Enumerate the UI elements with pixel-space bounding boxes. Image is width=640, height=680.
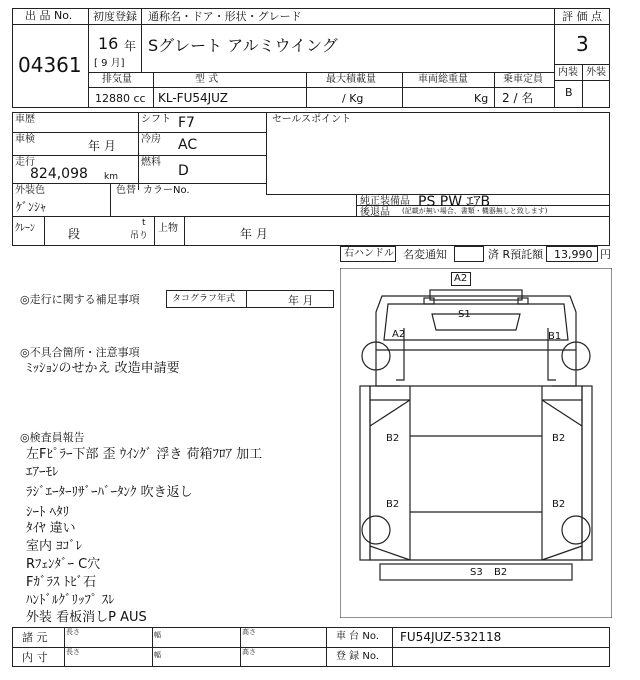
- height-label-2: 高さ: [242, 648, 256, 656]
- mileage: 824,098: [30, 166, 88, 182]
- capacity-label: 乗車定員: [503, 74, 543, 85]
- sales-point-label: セールスポイント: [272, 114, 352, 125]
- mark-front-area: S1: [458, 309, 471, 320]
- max-load: / Kg: [342, 92, 364, 105]
- mark-left-mid: B2: [386, 433, 400, 444]
- std-equip: PS PW ｴｱB: [418, 194, 491, 210]
- fuel-label: 燃料: [141, 157, 161, 168]
- chassis-label: 車 台 No.: [336, 631, 379, 642]
- width-label-2: 幅: [154, 651, 161, 659]
- inspector-line: ｼｰﾄ ﾍﾀﾘ: [26, 505, 70, 520]
- length-label-2: 長さ: [66, 648, 80, 656]
- color-code-label: カラーNo.: [143, 185, 190, 196]
- displacement: 12880 cc: [95, 92, 146, 105]
- mark-front-top: A2: [454, 273, 468, 284]
- rhd: 右ハンドル: [344, 248, 394, 259]
- exterior-label: 外装: [586, 67, 606, 78]
- driving-title: ◎走行に関する補足事項: [20, 293, 140, 306]
- car-name: Sグレート アルミウイング: [148, 36, 338, 55]
- interior-label: 内装: [558, 67, 578, 78]
- inspector-title: ◎検査員報告: [20, 431, 85, 444]
- inspector-line: ﾗｼﾞｴｰﾀｰﾘｻﾞｰﾊﾞｰﾀﾝｸ 吹き返し: [26, 485, 193, 500]
- crane-ton: t: [142, 218, 146, 228]
- aftermarket-label: 後退品: [360, 207, 390, 218]
- truck-diagram: [340, 268, 612, 618]
- crane-stage: 段: [68, 227, 81, 241]
- upper-label: 上物: [158, 223, 178, 234]
- inspector-line: ﾊﾝﾄﾞﾙｸﾞﾘｯﾌﾟ ｽﾚ: [26, 593, 115, 608]
- first-reg-label: 初度登録: [93, 10, 137, 23]
- ext-color: ｹﾞﾝｼｬ: [16, 200, 47, 214]
- capacity: 2 / 名: [502, 91, 534, 105]
- reg-year: 16: [98, 34, 119, 53]
- model-label: 型 式: [195, 74, 219, 85]
- inspector-line: Fｶﾞﾗｽ ﾄﾋﾞ石: [26, 575, 97, 590]
- mark-left-rear: B2: [386, 499, 400, 510]
- lot-label: 出 品 No.: [25, 9, 73, 22]
- crane-label: ｸﾚｰﾝ: [15, 223, 35, 234]
- name-change-box: [454, 246, 484, 262]
- total-weight: Kg: [474, 92, 489, 105]
- year-unit: 年: [124, 39, 137, 53]
- recycle: 済 R預託額: [488, 248, 544, 261]
- height-label: 高さ: [242, 628, 256, 636]
- std-equip-label: 純正装備品: [360, 196, 410, 207]
- car-name-label: 通称名・ドア・形状・グレード: [148, 10, 302, 23]
- upper: 年 月: [240, 227, 268, 241]
- inspector-line: 室内 ﾖｺﾞﾚ: [26, 539, 83, 554]
- color-no-label: 色替: [116, 185, 136, 196]
- mark-right-front: B1: [548, 331, 562, 342]
- interior-score: B: [565, 86, 573, 99]
- mileage-unit: km: [104, 172, 118, 182]
- fuel: D: [178, 163, 189, 179]
- score-label: 評 価 点: [562, 10, 602, 23]
- ext-color-label: 外装色: [15, 185, 45, 196]
- length-label: 長さ: [66, 628, 80, 636]
- mark-left-front: A2: [392, 329, 406, 340]
- name-change: 名変通知: [403, 248, 447, 261]
- inspector-line: 外装 看板消しP AUS: [26, 610, 147, 625]
- inspector-line: Rﾌｪﾝﾀﾞｰ C穴: [26, 557, 101, 572]
- displacement-label: 排気量: [102, 74, 132, 85]
- shift-label: シフト: [141, 114, 171, 125]
- lot-number: 04361: [18, 53, 82, 77]
- aircon: AC: [178, 137, 198, 153]
- inspection-label: 車検: [15, 134, 35, 145]
- inspection: 年 月: [88, 139, 116, 153]
- aftermarket-note: (記載が無い場合、書類・機器無しと致します): [402, 207, 548, 215]
- score: 3: [576, 32, 589, 56]
- reg-month: [ 9 月]: [94, 58, 125, 69]
- inspector-line: ｴｱｰﾓﾚ: [26, 465, 59, 480]
- width-label: 幅: [154, 631, 161, 639]
- mark-right-mid: B2: [552, 433, 566, 444]
- tacho-label: タコグラフ年式: [172, 294, 236, 304]
- crane-hang: 吊り: [130, 231, 149, 241]
- reg-no-label: 登 録 No.: [336, 651, 379, 662]
- inspector-line: ﾀｲﾔ 違い: [26, 521, 76, 536]
- defect-text: ﾐｯｼｮﾝのせかえ 改造申請要: [26, 361, 180, 376]
- mark-rear-s: S3: [470, 567, 483, 578]
- yen: 円: [600, 248, 611, 261]
- aircon-label: 冷房: [141, 134, 161, 145]
- inspector-line: 左Fﾋﾟﾗｰ下部 歪 ｳｲﾝｸﾞ 浮き 荷箱ﾌﾛｱ 加工: [26, 447, 263, 462]
- defect-title: ◎不具合箇所・注意事項: [20, 346, 140, 359]
- max-load-label: 最大積載量: [326, 74, 376, 85]
- shift: F7: [178, 115, 195, 131]
- total-weight-label: 車両総重量: [418, 74, 468, 85]
- mileage-label: 走行: [15, 157, 35, 168]
- model: KL-FU54JUZ: [158, 91, 228, 105]
- naigai-label: 内 寸: [22, 651, 48, 664]
- history-label: 車歴: [15, 114, 35, 125]
- mark-right-rear: B2: [552, 499, 566, 510]
- shomoto-label: 諸 元: [22, 631, 48, 644]
- tacho-value: 年 月: [288, 294, 314, 307]
- chassis-no: FU54JUZ-532118: [400, 630, 502, 644]
- mark-rear-b: B2: [494, 567, 508, 578]
- recycle-amount: 13,990: [554, 248, 593, 261]
